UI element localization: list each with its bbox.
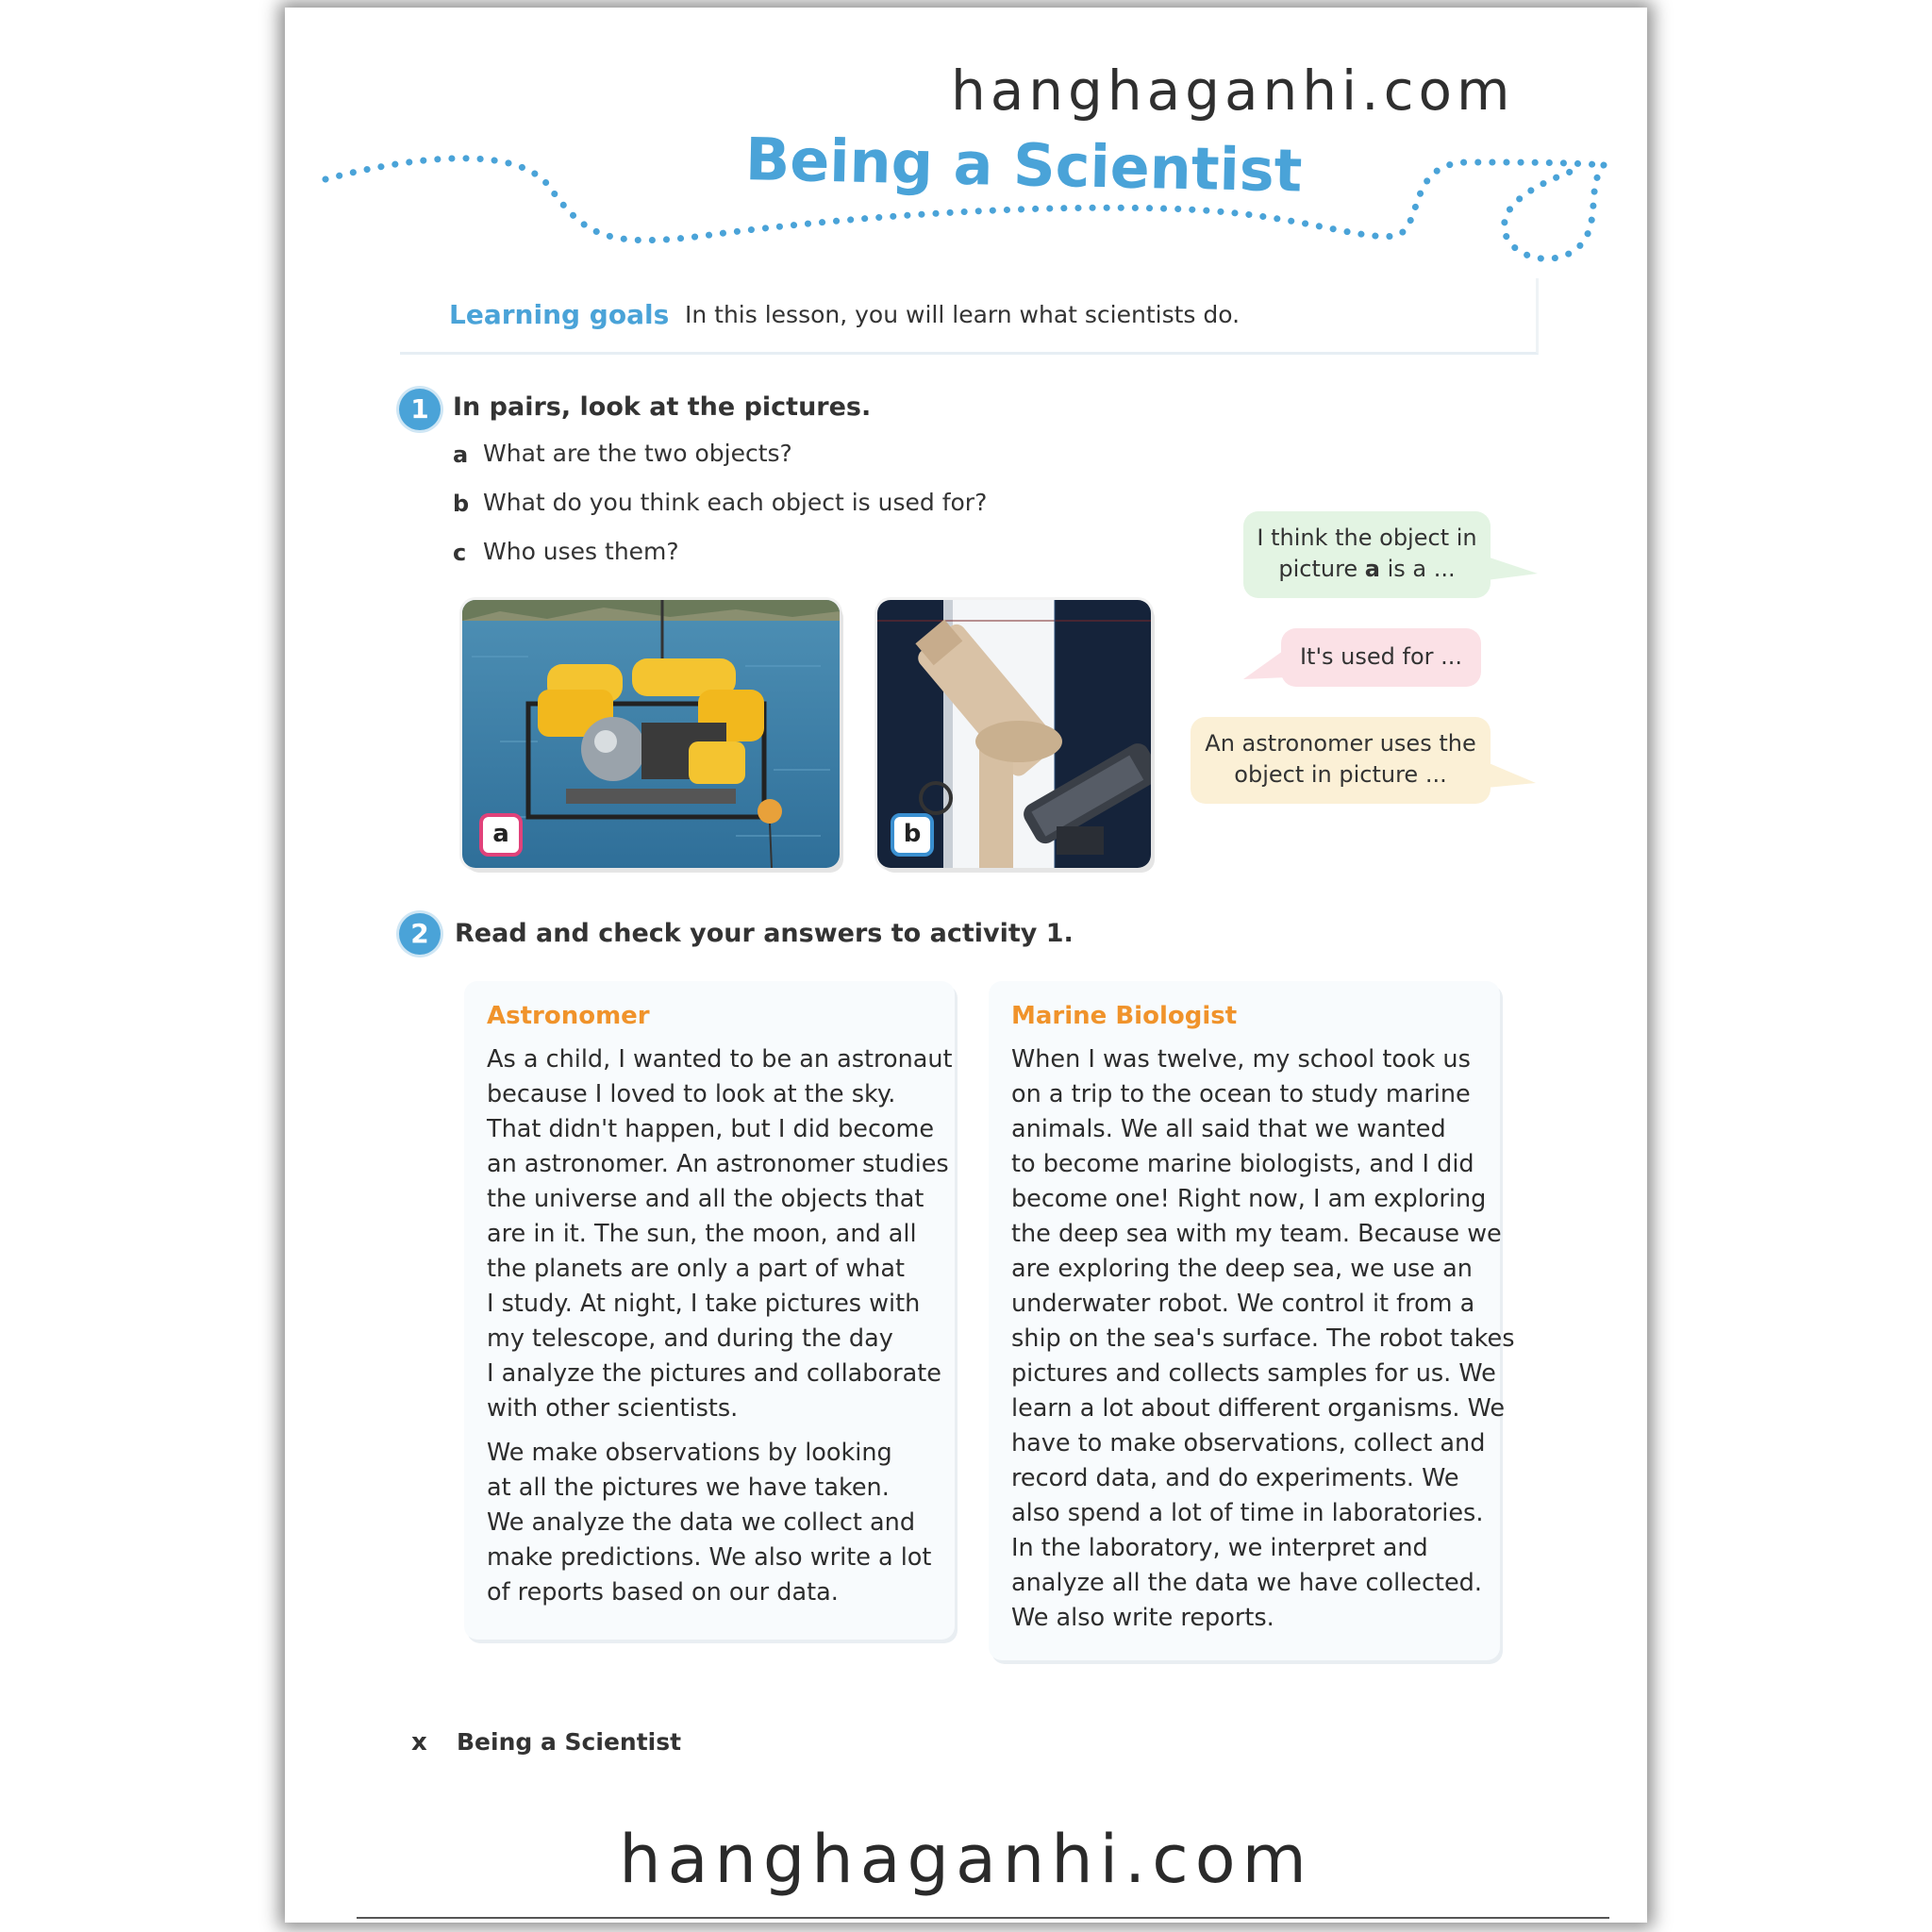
marine-biologist-line: underwater robot. We control it from a — [1011, 1290, 1475, 1318]
astronomer-line: at all the pictures we have taken. — [487, 1474, 890, 1502]
marine-biologist-line: record data, and do experiments. We — [1011, 1464, 1459, 1492]
footer-title: Being a Scientist — [457, 1728, 682, 1756]
activity-1-heading: In pairs, look at the pictures. — [453, 392, 872, 422]
page-marker: x — [411, 1728, 427, 1757]
marine-biologist-line: are exploring the deep sea, we use an — [1011, 1255, 1473, 1283]
bubble-1-line2 — [1243, 554, 1491, 585]
speech-bubble-tails — [0, 0, 1932, 849]
marine-biologist-title: Marine Biologist — [1011, 1002, 1238, 1030]
watermark-top: hanghaganhi.com — [951, 58, 1515, 123]
activity-2-heading: Read and check your answers to activity 1. — [455, 919, 1074, 948]
astronomer-line: make predictions. We also write a lot — [487, 1543, 932, 1572]
astronomer-line: of reports based on our data. — [487, 1578, 839, 1607]
astronomer-title: Astronomer — [487, 1002, 650, 1030]
question-letter: a — [453, 441, 469, 468]
astronomer-line: an astronomer. An astronomer studies — [487, 1150, 949, 1178]
question-text: Who uses them? — [483, 538, 679, 565]
watermark-bottom: hanghaganhi.com — [619, 1821, 1313, 1898]
question-letter: c — [453, 540, 467, 566]
bubble-1-line2-bold: a — [1364, 556, 1380, 582]
question-text: What do you think each object is used for? — [483, 489, 988, 516]
marine-biologist-card — [989, 981, 1515, 1660]
astronomer-line: I analyze the pictures and collaborate — [487, 1359, 941, 1388]
marine-biologist-line: also spend a lot of time in laboratories. — [1011, 1499, 1484, 1527]
astronomer-line: the universe and all the objects that — [487, 1185, 924, 1213]
astronomer-line: That didn't happen, but I did become — [487, 1115, 935, 1143]
speech-bubble-2 — [1281, 628, 1481, 687]
marine-biologist-line: become one! Right now, I am exploring — [1011, 1185, 1487, 1213]
astronomer-line: We make observations by looking — [487, 1439, 892, 1467]
lesson-title: Being a Scientist — [744, 125, 1304, 206]
astronomer-line: my telescope, and during the day — [487, 1324, 893, 1353]
astronomer-line: We analyze the data we collect and — [487, 1508, 916, 1537]
astronomer-line: the planets are only a part of what — [487, 1255, 905, 1283]
marine-biologist-line: to become marine biologists, and I did — [1011, 1150, 1474, 1178]
marine-biologist-line: have to make observations, collect and — [1011, 1429, 1486, 1457]
activity-1-number: 1 — [399, 389, 441, 430]
marine-biologist-line: analyze all the data we have collected. — [1011, 1569, 1482, 1597]
astronomer-line: with other scientists. — [487, 1394, 739, 1423]
picture-a-label: a — [479, 813, 523, 857]
bubble-2-line1: It's used for ... — [1299, 643, 1463, 670]
speech-bubble-3 — [1191, 717, 1491, 804]
learning-goals-text: In this lesson, you will learn what scientists do. — [685, 301, 1241, 328]
astronomer-line: because I loved to look at the sky. — [487, 1080, 896, 1108]
activity-2-number: 2 — [399, 913, 441, 955]
picture-b-label: b — [891, 813, 934, 857]
bubble-1-line1: I think the object in — [1257, 525, 1477, 551]
bubble-3-line1: An astronomer uses the — [1205, 730, 1476, 757]
marine-biologist-line: the deep sea with my team. Because we — [1011, 1220, 1502, 1248]
question-text: What are the two objects? — [483, 440, 792, 467]
astronomer-line: I study. At night, I take pictures with — [487, 1290, 921, 1318]
speech-bubble-1 — [1243, 511, 1491, 598]
learning-goals-label: Learning goals — [449, 299, 670, 330]
marine-biologist-line: When I was twelve, my school took us — [1011, 1045, 1471, 1074]
marine-biologist-line: learn a lot about different organisms. We — [1011, 1394, 1506, 1423]
bubble-1-line2-pre: picture — [1278, 556, 1365, 582]
question-letter: b — [453, 491, 470, 517]
marine-biologist-line: animals. We all said that we wanted — [1011, 1115, 1446, 1143]
marine-biologist-line: ship on the sea's surface. The robot takes — [1011, 1324, 1515, 1353]
bubble-1-line2-post: is a ... — [1380, 556, 1456, 582]
marine-biologist-line: on a trip to the ocean to study marine — [1011, 1080, 1471, 1108]
bubble-3-line2: object in picture ... — [1234, 761, 1447, 788]
marine-biologist-line: We also write reports. — [1011, 1604, 1274, 1632]
astronomer-card — [464, 981, 955, 1640]
marine-biologist-line: In the laboratory, we interpret and — [1011, 1534, 1428, 1562]
bottom-divider — [357, 1917, 1609, 1919]
astronomer-line: As a child, I wanted to be an astronaut — [487, 1045, 953, 1074]
marine-biologist-line: pictures and collects samples for us. We — [1011, 1359, 1496, 1388]
astronomer-line: are in it. The sun, the moon, and all — [487, 1220, 917, 1248]
